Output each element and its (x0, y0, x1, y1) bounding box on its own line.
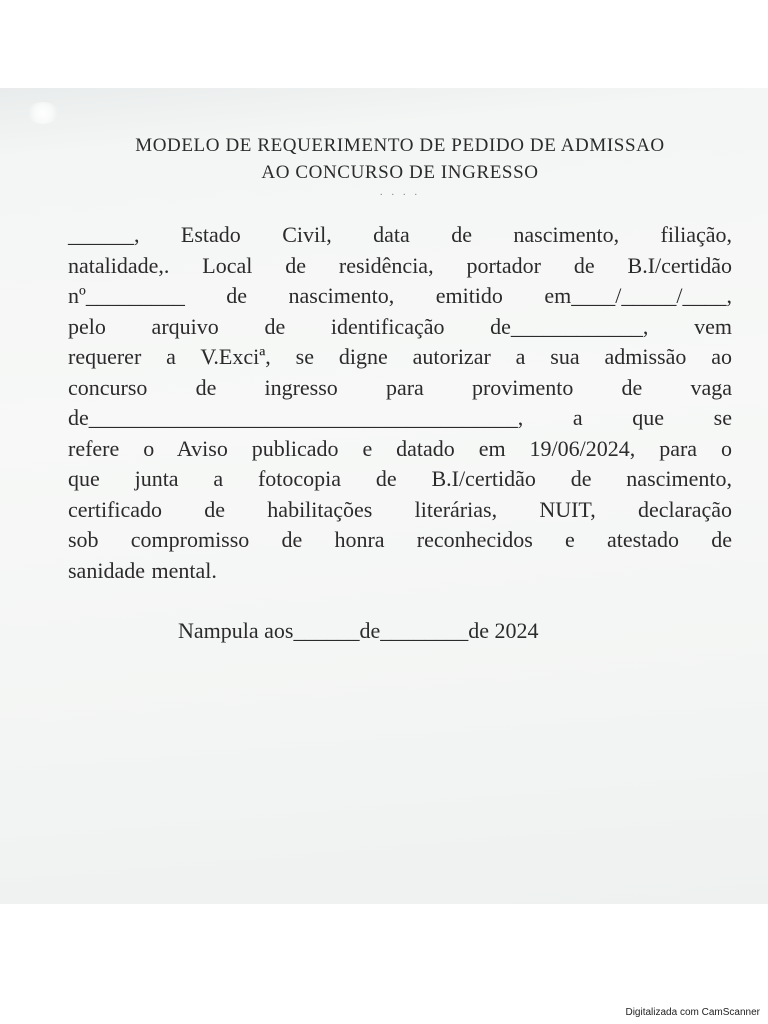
place-date-signoff: Nampula aos______de________de 2024 (178, 618, 539, 643)
flash-glare (26, 102, 60, 124)
body-line: natalidade,. Local de residência, portador de B.I/certidão (68, 252, 732, 278)
requirement-form (68, 132, 732, 586)
body-line: certificado de habilitações literárias, NUIT, declaração (68, 496, 732, 522)
body-line: refere o Aviso publicado e datado em 19/06/2024, para o (68, 435, 732, 461)
body-line: de_______________________________________, a que se (68, 405, 732, 430)
form-title-line-1: MODELO DE REQUERIMENTO DE PEDIDO DE ADMISSAO (135, 135, 665, 156)
body-line: requerer a V.Exciª, se digne autorizar a sua admissão ao (68, 344, 732, 369)
camscanner-watermark: Digitalizada com CamScanner (625, 1007, 760, 1018)
body-line: concurso de ingresso para provimento de vaga (68, 374, 732, 400)
form-title-line-2: AO CONCURSO DE INGRESSO (261, 162, 539, 183)
body-line: que junta a fotocopia de B.I/certidão de nascimento, (68, 466, 732, 491)
body-line: nº_________ de nascimento, emitido em____/_____/____, (68, 283, 732, 308)
body-line: pelo arquivo de identificação de____________, vem (68, 313, 732, 339)
title-dots: . . . . (379, 186, 421, 198)
body-line: ______, Estado Civil, data de nascimento, filiação, (68, 222, 732, 247)
form-body (68, 220, 732, 586)
body-line: sanidade mental. (68, 557, 217, 583)
scanned-sheet (0, 88, 768, 904)
body-line: sob compromisso de honra reconhecidos e atestado de (68, 527, 732, 552)
